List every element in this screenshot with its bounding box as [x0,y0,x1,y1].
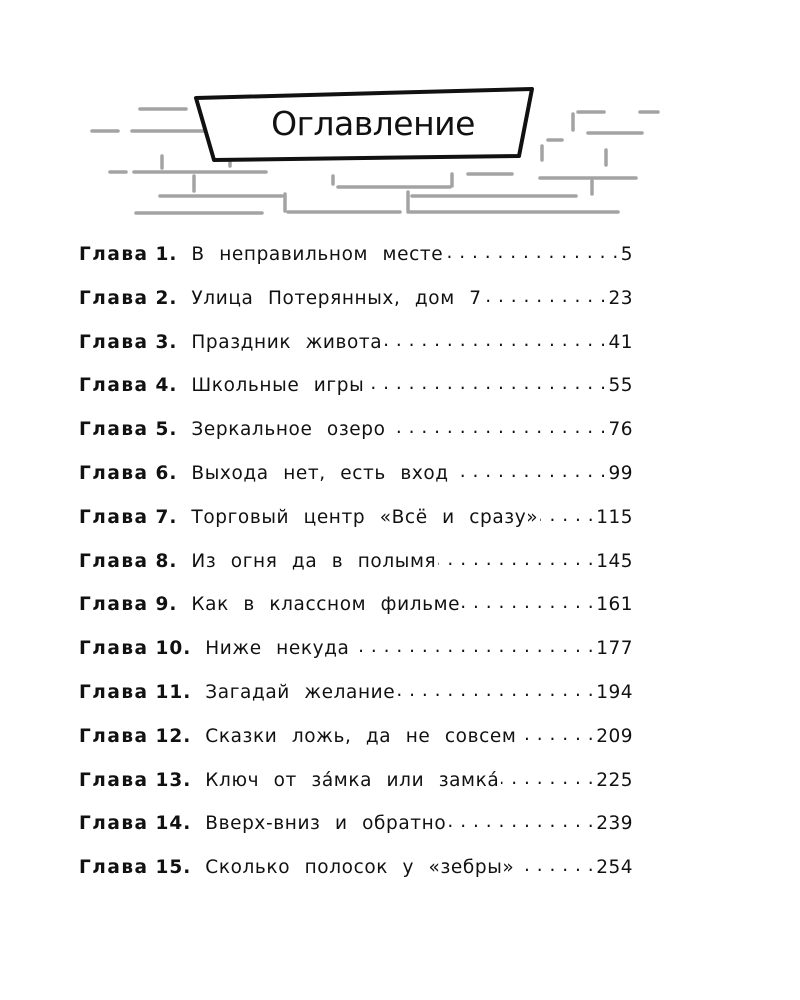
page-number: 115 [596,506,633,528]
page-number: 194 [596,681,633,703]
dot-leader [540,503,594,523]
chapter-label: Глава [79,550,149,572]
chapter-label: Глава [79,681,149,703]
chapter-number: 2. [155,287,178,309]
chapter-number: 14. [155,813,192,835]
chapter-title: Торговый центр «Всё и сразу» [191,506,539,528]
chapter-number: 8. [155,550,178,572]
dot-leader [501,766,594,786]
chapter-number: 13. [155,769,192,791]
chapter-label: Глава [79,857,149,879]
page-number: 209 [596,725,633,747]
chapter-title: Улица Потерянных, дом 7 [191,287,482,309]
title-frame [196,89,532,160]
chapter-label: Глава [79,813,149,835]
chapter-number: 11. [155,681,192,703]
chapter-title: Сколько полосок у «зебры» [205,857,515,879]
page-number: 99 [608,462,633,484]
toc-entry[interactable] [79,543,633,587]
dot-leader [462,590,594,610]
chapter-title: Ниже некуда [205,638,350,660]
chapter-title: Вверх-вниз и обратно [205,813,447,835]
chapter-number: 5. [155,419,178,441]
toc-entry[interactable] [79,280,633,324]
chapter-title: Как в классном фильме [191,594,461,616]
toc-entry[interactable] [79,849,633,893]
chapter-label: Глава [79,244,149,265]
page-number: 177 [596,638,633,660]
chapter-title: Зеркальное озеро [191,419,386,441]
dot-leader [352,634,595,654]
chapter-number: 15. [155,857,192,879]
dot-leader [388,415,607,435]
chapter-label: Глава [79,594,149,616]
chapter-title: Ключ от за́мка или замка́ [205,769,500,791]
chapter-title: Загадай желание [205,681,396,703]
dot-leader [448,809,594,829]
chapter-label: Глава [79,638,149,660]
toc-entry[interactable] [79,499,633,543]
toc-entry[interactable] [79,236,633,280]
dot-leader [384,328,606,348]
dot-leader [397,678,594,698]
toc-entry[interactable] [79,718,633,762]
toc-entry[interactable] [79,630,633,674]
dot-leader [451,459,607,479]
page-number: 23 [608,287,633,309]
dot-leader [366,371,606,391]
chapter-title: Сказки ложь, да не совсем [205,725,517,747]
chapter-label: Глава [79,769,149,791]
brick-wall-illustration [0,0,800,230]
page-number: 76 [608,419,633,441]
page-number: 41 [608,331,633,353]
chapter-number: 12. [155,725,192,747]
chapter-number: 9. [155,594,178,616]
chapter-number: 10. [155,638,192,660]
chapter-label: Глава [79,506,149,528]
toc-entry[interactable] [79,586,633,630]
dot-leader [518,722,594,742]
dot-leader [438,547,594,567]
chapter-label: Глава [79,462,149,484]
toc-entry[interactable] [79,367,633,411]
toc-entry[interactable] [79,674,633,718]
toc-entry[interactable] [79,805,633,849]
page-number: 239 [596,813,633,835]
chapter-title: Праздник живота [191,331,383,353]
chapter-title: Выхода нет, есть вход [191,462,449,484]
page-number: 254 [596,857,633,879]
page-title: Оглавление [271,104,475,143]
page-number: 55 [608,375,633,397]
toc-entry[interactable] [79,455,633,499]
dot-leader [516,853,594,873]
toc-entry[interactable] [79,324,633,368]
chapter-number: 6. [155,462,178,484]
chapter-label: Глава [79,287,149,309]
chapter-number: 3. [155,331,178,353]
chapter-label: Глава [79,725,149,747]
dot-leader [484,284,607,304]
page-number: 161 [596,594,633,616]
page-number: 145 [596,550,633,572]
chapter-number: 1. [155,244,178,265]
chapter-number: 7. [155,506,178,528]
dot-leader [445,240,618,260]
toc-entry[interactable] [79,762,633,806]
chapter-title: В неправильном месте [191,244,444,265]
chapter-label: Глава [79,331,149,353]
chapter-number: 4. [155,375,178,397]
table-of-contents [79,236,633,893]
chapter-label: Глава [79,419,149,441]
toc-entry[interactable] [79,411,633,455]
chapter-title: Школьные игры [191,375,365,397]
chapter-label: Глава [79,375,149,397]
page-number: 225 [596,769,633,791]
chapter-title: Из огня да в полымя [191,550,437,572]
page-number: 5 [620,244,633,265]
